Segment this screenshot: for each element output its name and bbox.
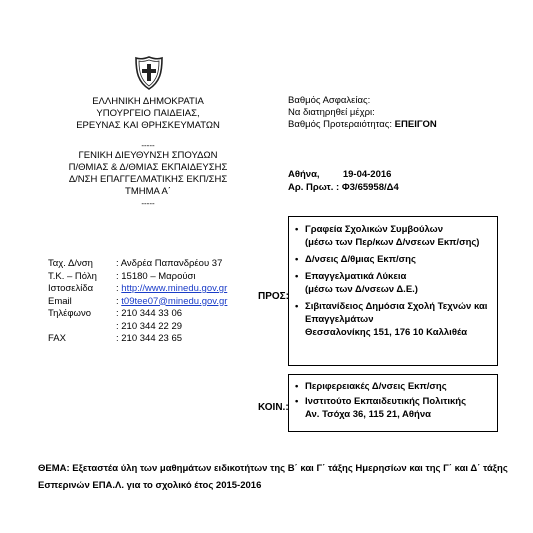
security-level: Βαθμός Ασφαλείας: xyxy=(288,95,371,106)
recipient-item xyxy=(293,253,493,266)
greek-coat-of-arms-icon xyxy=(134,56,164,90)
protocol-line xyxy=(288,181,399,194)
date-line xyxy=(288,168,399,181)
website-label: Ιστοσελίδα xyxy=(48,283,94,294)
document-date: 19-04-2016 xyxy=(342,169,392,180)
cc-name: • Ινστιτούτο Εκπαιδευτικής Πολιτικής xyxy=(305,396,467,407)
subject-block xyxy=(38,460,508,494)
website-row xyxy=(48,283,227,296)
directorate-line: ΤΜΗΜΑ Α΄ xyxy=(125,186,171,197)
email-label: Email xyxy=(48,295,72,307)
header-line: ΥΠΟΥΡΓΕΙΟ ΠΑΙΔΕΙΑΣ, xyxy=(96,108,200,119)
classification-block xyxy=(288,95,437,131)
place: Αθήνα, xyxy=(288,169,320,180)
cc-name: • Περιφερειακές Δ/νσεις Εκπ/σης xyxy=(305,381,447,392)
recipient-item xyxy=(293,300,493,339)
recipient-address: Θεσσαλονίκης 151, 176 10 Καλλιθέα xyxy=(305,327,468,338)
phone-value-2: : 210 344 22 29 xyxy=(116,320,183,332)
header-line: ΕΛΛΗΝΙΚΗ ΔΗΜΟΚΡΑΤΙΑ xyxy=(92,96,204,107)
phone-row-2 xyxy=(48,321,227,334)
cc-item xyxy=(293,380,493,393)
contact-details xyxy=(48,258,227,346)
directorate-line: Π/ΘΜΙΑΣ & Δ/ΘΜΙΑΣ ΕΚΠΑΙΔΕΥΣΗΣ xyxy=(68,162,228,173)
email-link[interactable]: t09tee07@minedu.gov.gr xyxy=(121,295,228,307)
priority-line xyxy=(288,119,437,131)
fax-row xyxy=(48,333,227,346)
recipient-note: (μέσω των Περ/κων Δ/νσεων Εκπ/σης) xyxy=(305,237,480,248)
website-link[interactable]: http://www.minedu.gov.gr xyxy=(121,283,228,294)
date-block xyxy=(288,168,399,194)
directorate-line: ΓΕΝΙΚΗ ΔΙΕΥΘΥΝΣΗ ΣΠΟΥΔΩΝ xyxy=(78,150,218,161)
subject-line-2: Εσπερινών ΕΠΑ.Λ. για το σχολικό έτος 2015-2016 xyxy=(38,480,262,491)
recipient-item xyxy=(293,270,493,296)
email-prefix: : xyxy=(116,295,122,307)
postal-label: Τ.Κ. – Πόλη xyxy=(48,270,97,282)
phone-label: Τηλέφωνο xyxy=(48,308,91,319)
recipient-name: • Δ/νσεις Δ/θμιας Εκπ/σης xyxy=(305,254,416,265)
postal-row xyxy=(48,271,227,284)
recipient-note: (μέσω των Δ/νσεων Δ.Ε.) xyxy=(305,284,418,295)
retention-period: Να διατηρηθεί μέχρι: xyxy=(288,107,375,118)
cc-recipients-box xyxy=(288,374,498,432)
phone-row xyxy=(48,308,227,321)
recipient-name: • Σιβιτανίδειος Δημόσια Σχολή Τεχνών και xyxy=(305,301,488,312)
recipient-name: • Γραφεία Σχολικών Συμβούλων xyxy=(305,224,443,235)
address-value: : Ανδρέα Παπανδρέου 37 xyxy=(116,258,223,269)
address-row xyxy=(48,258,227,271)
protocol-label: Αρ. Πρωτ. : xyxy=(288,182,340,193)
priority-label: Βαθμός Προτεραιότητας: xyxy=(288,119,393,130)
separator: ----- xyxy=(141,199,155,208)
recipient-name-cont: Επαγγελμάτων xyxy=(305,314,374,325)
subject-line: ΘΕΜΑ: Εξεταστέα ύλη των μαθημάτων ειδικοτήτων της Β΄ και Γ΄ τάξης Ημερησίων και της Γ΄ και Δ΄ τάξης xyxy=(38,463,508,474)
phone-value: : 210 344 33 06 xyxy=(116,308,183,319)
priority-value: ΕΠΕΙΓΟΝ xyxy=(394,119,437,130)
website-prefix: : xyxy=(116,283,122,294)
separator: ----- xyxy=(141,141,155,150)
recipient-item xyxy=(293,223,493,249)
to-recipients-box xyxy=(288,216,498,366)
directorate-line: Δ/ΝΣΗ ΕΠΑΓΓΕΛΜΑΤΙΚΗΣ ΕΚΠ/ΣΗΣ xyxy=(68,174,228,185)
fax-value: : 210 344 23 65 xyxy=(116,333,183,344)
header-line: ΕΡΕΥΝΑΣ ΚΑΙ ΘΡΗΣΚΕΥΜΑΤΩΝ xyxy=(76,120,220,131)
recipient-name: • Επαγγελματικά Λύκεια xyxy=(305,271,407,282)
address-label: Ταχ. Δ/νση xyxy=(48,258,93,269)
email-row xyxy=(48,296,227,309)
to-label: ΠΡΟΣ: xyxy=(258,291,290,302)
ministry-header xyxy=(48,96,248,208)
postal-value: : 15180 – Μαρούσι xyxy=(116,270,196,282)
protocol-number: Φ3/65958/Δ4 xyxy=(341,182,399,193)
cc-label: ΚΟΙΝ.: xyxy=(258,402,289,413)
fax-label: FAX xyxy=(48,333,66,344)
cc-address: Αν. Τσόχα 36, 115 21, Αθήνα xyxy=(305,409,431,420)
cc-item xyxy=(293,395,493,421)
